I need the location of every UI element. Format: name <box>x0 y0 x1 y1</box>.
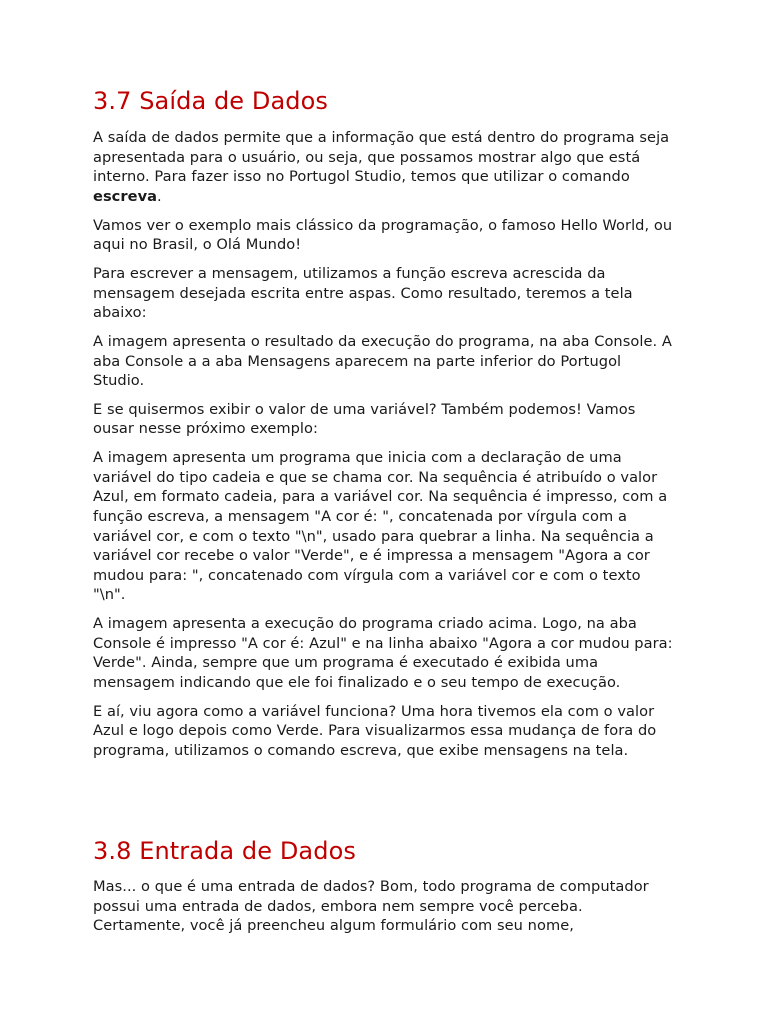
paragraph: E aí, viu agora como a variável funciona? Uma hora tivemos ela com o valor Azul e logo depois como Verde. Para visualizarmos essa mudança de fora do programa, utilizamos o comando escreva, que exibe mensagens na tela. <box>93 702 657 759</box>
paragraph: Vamos ver o exemplo mais clássico da programação, o famoso Hello World, ou aqui no Brasil, o Olá Mundo! <box>93 216 673 254</box>
paragraph: A imagem apresenta a execução do programa criado acima. Logo, na aba Console é impresso "A cor é: Azul" e na linha abaixo "Agora a cor mudou para: Verde". Ainda, sempre que um programa é executado é exibida uma mensagem indicando que ele foi finalizado e o seu tempo de execução. <box>93 615 673 691</box>
paragraph: A imagem apresenta um programa que inicia com a declaração de uma variável do tipo cadeia e que se chama cor. Na sequência é atribuído o valor Azul, em formato cadeia, para a variável cor. Na sequência é impresso, com a função escreva, a mensagem "A cor é: ", concatenada por vírgula com a variável cor, e com o texto "\n", usado para quebrar a linha. Na sequência a variável cor recebe o valor "Verde", e é impressa a mensagem "Agora a cor mudou para: ", concatenado com vírgula com a variável cor e com o texto "\n". <box>93 449 668 604</box>
section-title-entrada-de-dados: 3.8 Entrada de Dados <box>93 837 356 865</box>
paragraph: E se quisermos exibir o valor de uma variável? Também podemos! Vamos ousar nesse próximo exemplo: <box>93 400 636 438</box>
paragraph-text: A saída de dados permite que a informação que está dentro do programa seja apresentada para o usuário, ou seja, que possamos mostrar algo que está interno. Para fazer isso no Portugol Studio, temos que utilizar o comando <box>93 129 670 186</box>
section-body-saida-de-dados <box>93 128 673 770</box>
command-name-bold: escreva <box>93 187 158 205</box>
paragraph <box>93 128 673 206</box>
paragraph: Mas... o que é uma entrada de dados? Bom, todo programa de computador possui uma entrada de dados, embora nem sempre você perceba. Certamente, você já preencheu algum formulário com seu nome, <box>93 878 649 935</box>
paragraph: A imagem apresenta o resultado da execução do programa, na aba Console. A aba Console a a aba Mensagens aparecem na parte inferior do Portugol Studio. <box>93 332 672 390</box>
section-body-entrada-de-dados <box>93 877 673 945</box>
paragraph-text-end: . <box>157 187 162 205</box>
paragraph: Para escrever a mensagem, utilizamos a função escreva acrescida da mensagem desejada escrita entre aspas. Como resultado, teremos a tela abaixo: <box>93 264 633 322</box>
section-title-saida-de-dados: 3.7 Saída de Dados <box>93 87 329 115</box>
